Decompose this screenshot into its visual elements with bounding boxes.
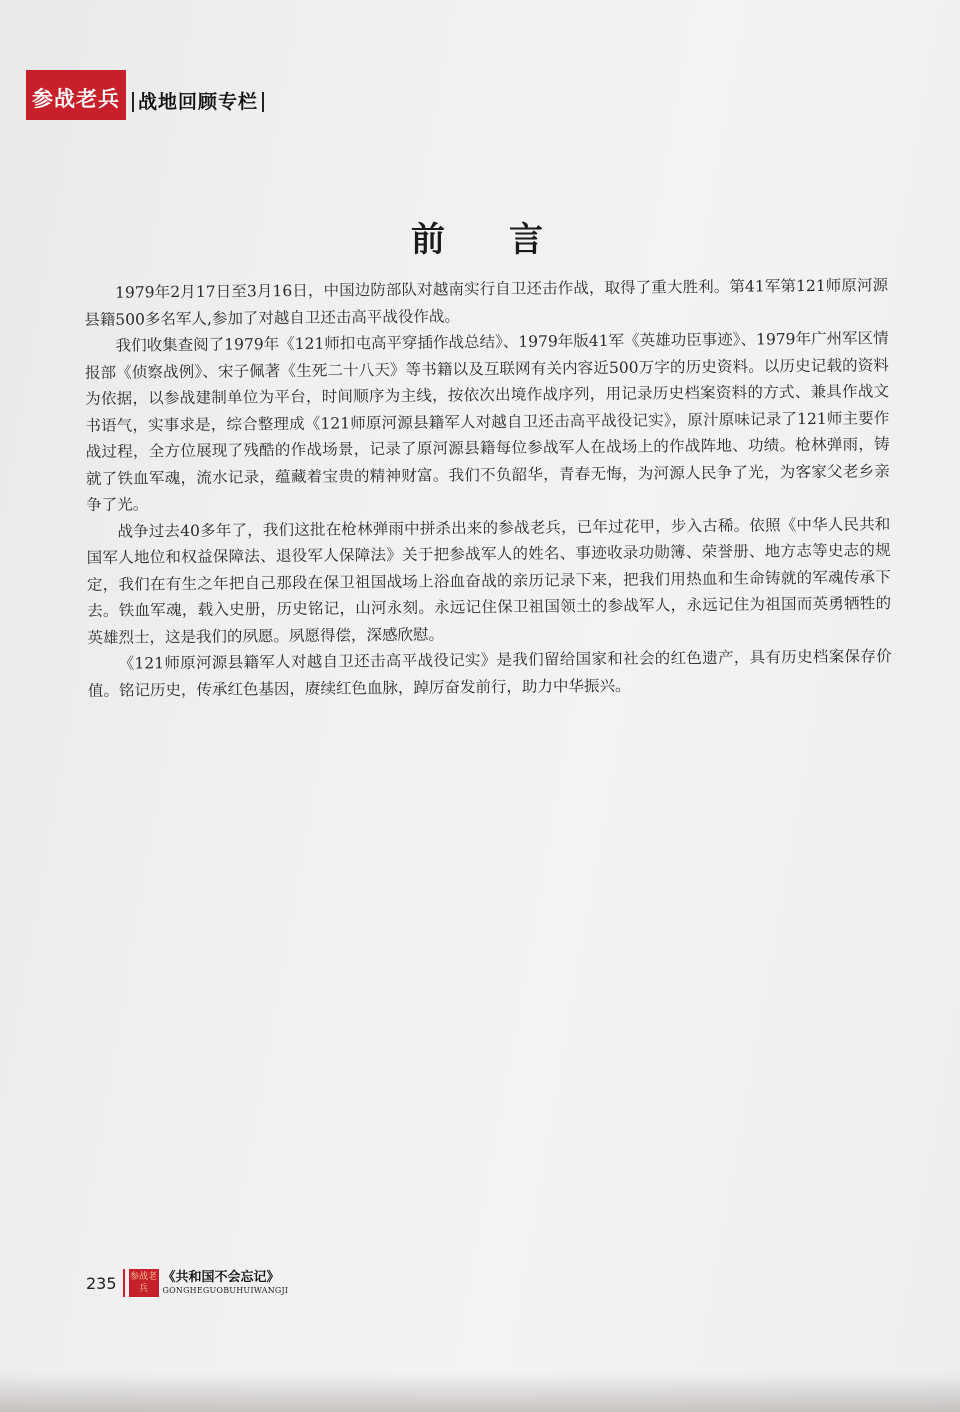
paragraph-2: 我们收集查阅了1979年《121师扣屯高平穿插作战总结》、1979年版41军《英雄功臣事迹》、1979年广州军区情报部《侦察战例》、宋子佩著《生死二十八天》等书籍以及互联网有关内容近500万字的历史资料。以历史记载的资料为依据，以参战建制单位为平台，时间顺序为主线，按依次出境作战序列，用记录历史档案资料的方式、兼具作战文书语气，实事求是，综合整理成《121师原河源县籍军人对越自卫还击高平战役记实》，原汁原味记录了121师主要作战过程，全方位展现了残酷的作战场景，记录了原河源县籍每位参战军人在战场上的作战阵地、功绩。枪林弹雨，铸就了铁血军魂，流水记录，蕴藏着宝贵的精神财富。我们不负韶华，青春无悔，为河源人民争了光，为客家父老乡亲争了光。 — [84, 329, 890, 514]
column-subtitle: 战地回顾专栏 — [138, 91, 259, 113]
paragraph-3: 战争过去40多年了，我们这批在枪林弹雨中拼杀出来的参战老兵，已年过花甲，步入古稀。依照《中华人民共和国军人地位和权益保障法、退役军人保障法》关于把参战军人的姓名、事迹收录功勋簿、荣誉册、地方志等史志的规定，我们在有生之年把自己那段在保卫祖国战场上浴血奋战的亲历记录下来，把我们用热血和生命铸就的军魂传承下去。铁血军魂，载入史册，历史铭记，山河永刻。永远记住保卫祖国领土的参战军人，永远记住为祖国而英勇牺牲的英雄烈士，这是我们的夙愿。夙愿得偿，深感欣慰。 — [86, 514, 892, 647]
book-title: 《共和国不会忘记》 — [162, 1270, 280, 1285]
footer-divider — [123, 1269, 125, 1297]
book-logo-icon: 参战老兵 — [129, 1269, 159, 1297]
book-title-pinyin: GONGHEGUOBUHUIWANGJI — [162, 1286, 289, 1295]
paragraph-1: 1979年2月17日至3月16日，中国边防部队对越南实行自卫还击作战，取得了重大胜利。第41军第121师原河源县籍500多名军人,参加了对越自卫还击高平战役作战。 — [84, 276, 889, 329]
header-divider-left — [132, 92, 134, 112]
page-number: 235 — [86, 1273, 117, 1293]
column-badge: 参战老兵 — [26, 70, 126, 120]
paragraph-4: 《121师原河源县籍军人对越自卫还击高平战役记实》是我们留给国家和社会的红色遗产，具有历史档案保存价值。铭记历史，传承红色基因，赓续红色血脉，踔厉奋发前行，助力中华振兴。 — [87, 647, 892, 700]
footer-book-info — [163, 1270, 289, 1296]
page-edge-shadow — [0, 1372, 960, 1412]
header-divider-right — [262, 92, 264, 112]
column-header — [26, 70, 264, 120]
page-title: 前言 — [411, 220, 607, 260]
preface-body — [84, 272, 892, 704]
page-footer — [86, 1266, 288, 1300]
